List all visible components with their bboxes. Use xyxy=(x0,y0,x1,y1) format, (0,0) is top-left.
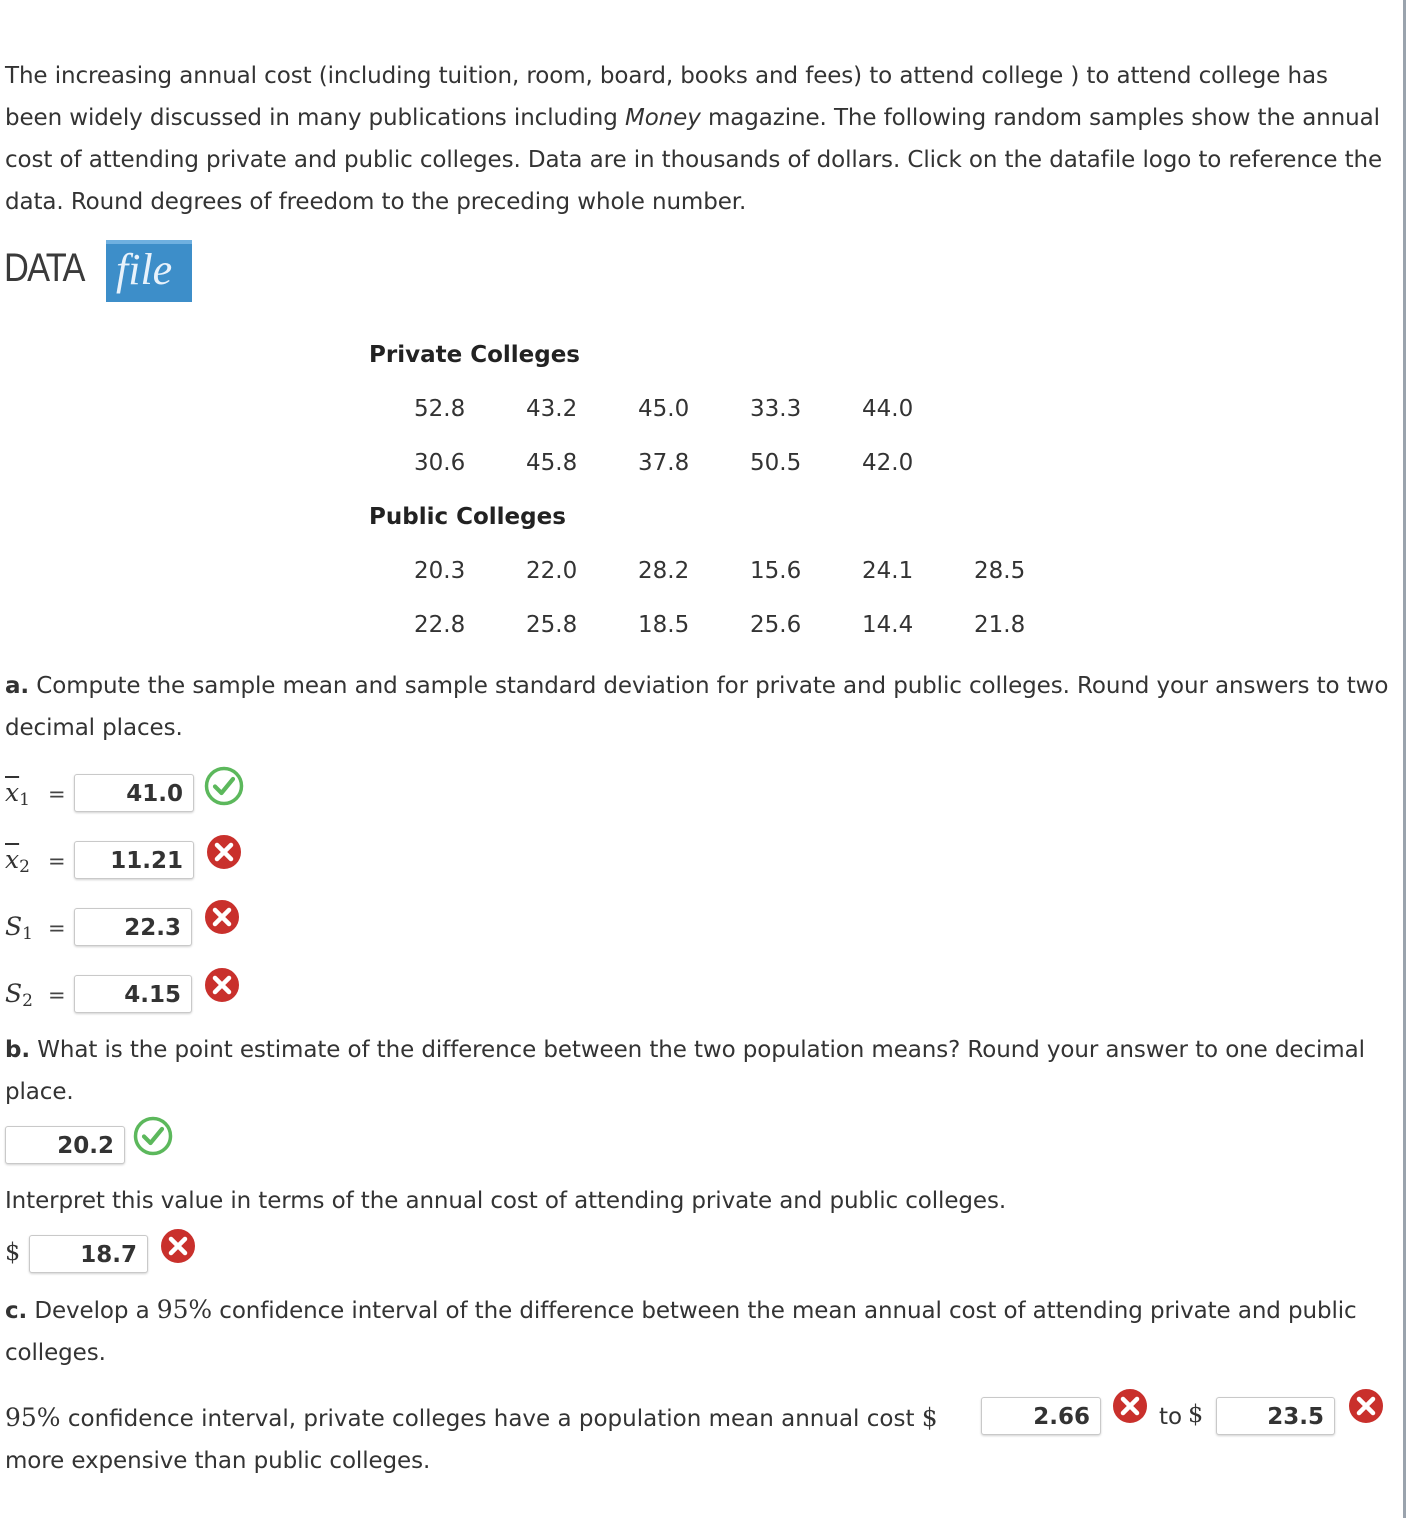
intro-magazine: Money xyxy=(624,105,701,131)
public-value: 28.5 xyxy=(974,558,1026,584)
correct-check-icon xyxy=(133,1116,173,1156)
public-value: 14.4 xyxy=(862,612,914,638)
public-value: 22.0 xyxy=(526,558,578,584)
to-word: to xyxy=(1159,1404,1183,1430)
private-value: 37.8 xyxy=(638,450,690,476)
part-b-interpret-text: Interpret this value in terms of the annual cost of attending private and public colleges. xyxy=(5,1188,1007,1214)
private-value: 45.0 xyxy=(638,396,690,422)
private-value: 42.0 xyxy=(862,450,914,476)
incorrect-x-icon xyxy=(202,965,242,1005)
intro-paragraph xyxy=(5,55,1390,223)
equals-sign: = xyxy=(48,782,66,806)
ci-percent: 95% xyxy=(5,1403,61,1432)
private-value: 45.8 xyxy=(526,450,578,476)
public-value: 22.8 xyxy=(414,612,466,638)
incorrect-x-icon xyxy=(1346,1386,1386,1426)
part-c-letter: c. xyxy=(5,1298,28,1324)
dollar-sign: $ xyxy=(5,1238,21,1266)
label-s2: $S_2$ xyxy=(5,979,33,1011)
logo-data-word: DATA xyxy=(4,246,84,290)
public-value: 24.1 xyxy=(862,558,914,584)
equals-sign: = xyxy=(48,983,66,1007)
part-b-text: What is the point estimate of the difference between the two population means? Round your answer to one decimal place. xyxy=(5,1037,1365,1105)
s2-input[interactable]: 4.15 xyxy=(74,975,192,1013)
point-estimate-input[interactable]: 20.2 xyxy=(5,1126,125,1164)
ci-text: confidence interval, private colleges have a population mean annual cost xyxy=(60,1406,922,1432)
part-a-letter: a. xyxy=(5,673,30,699)
incorrect-x-icon xyxy=(1110,1386,1150,1426)
dollar-sign: $ xyxy=(921,1403,938,1432)
public-value: 25.8 xyxy=(526,612,578,638)
xbar2-input[interactable]: 11.21 xyxy=(74,841,194,879)
public-value: 28.2 xyxy=(638,558,690,584)
ci-lower-input[interactable]: 2.66 xyxy=(981,1397,1101,1435)
intro-text-1: The increasing annual cost (including tuition, room, board, books and fees) to attend college ) to attend college has been widely discussed in many publications including xyxy=(5,63,1328,131)
part-c-text-1: Develop a xyxy=(27,1298,157,1324)
private-colleges-title: Private Colleges xyxy=(369,342,580,368)
public-value: 15.6 xyxy=(750,558,802,584)
label-s1: $S_1$ xyxy=(5,912,33,944)
public-value: 20.3 xyxy=(414,558,466,584)
private-value: 52.8 xyxy=(414,396,466,422)
interpret-input[interactable]: 18.7 xyxy=(29,1235,148,1273)
ci-upper-input[interactable]: 23.5 xyxy=(1216,1397,1335,1435)
label-xbar2: $\overline{x}_2$ xyxy=(5,845,30,877)
dollar-sign: $ xyxy=(1188,1400,1204,1428)
s1-input[interactable]: 22.3 xyxy=(74,908,192,946)
public-value: 18.5 xyxy=(638,612,690,638)
part-c-question xyxy=(5,1289,1390,1374)
ci-tail-text: more expensive than public colleges. xyxy=(5,1448,431,1474)
public-value: 21.8 xyxy=(974,612,1026,638)
incorrect-x-icon xyxy=(204,832,244,872)
private-value: 44.0 xyxy=(862,396,914,422)
part-a-question xyxy=(5,665,1390,749)
private-value: 50.5 xyxy=(750,450,802,476)
part-c-text-2: confidence interval of the difference between the mean annual cost of attending private and public colleges. xyxy=(5,1298,1357,1366)
public-value: 25.6 xyxy=(750,612,802,638)
private-value: 33.3 xyxy=(750,396,802,422)
datafile-logo[interactable] xyxy=(4,236,192,302)
correct-check-icon xyxy=(204,766,244,806)
part-a-text: Compute the sample mean and sample standard deviation for private and public colleges. Round your answers to two decimal places. xyxy=(5,673,1389,741)
public-colleges-title: Public Colleges xyxy=(369,504,566,530)
equals-sign: = xyxy=(48,916,66,940)
private-value: 43.2 xyxy=(526,396,578,422)
part-b-letter: b. xyxy=(5,1037,31,1063)
equals-sign: = xyxy=(48,849,66,873)
part-c-percent: 95% xyxy=(156,1295,213,1324)
xbar1-input[interactable]: 41.0 xyxy=(74,774,194,812)
logo-file-word: file xyxy=(116,245,173,294)
incorrect-x-icon xyxy=(158,1226,198,1266)
private-value: 30.6 xyxy=(414,450,466,476)
intro-text-2: magazine. The following random samples show the annual cost of attending private and public colleges. Data are in thousands of dollars. Click on the datafile logo to reference the data. Round degrees of freedom to the preceding whole number. xyxy=(5,105,1383,215)
ci-sentence xyxy=(5,1397,938,1440)
part-b-question xyxy=(5,1029,1390,1113)
label-xbar1: $\overline{x}_1$ xyxy=(5,778,30,810)
incorrect-x-icon xyxy=(202,897,242,937)
